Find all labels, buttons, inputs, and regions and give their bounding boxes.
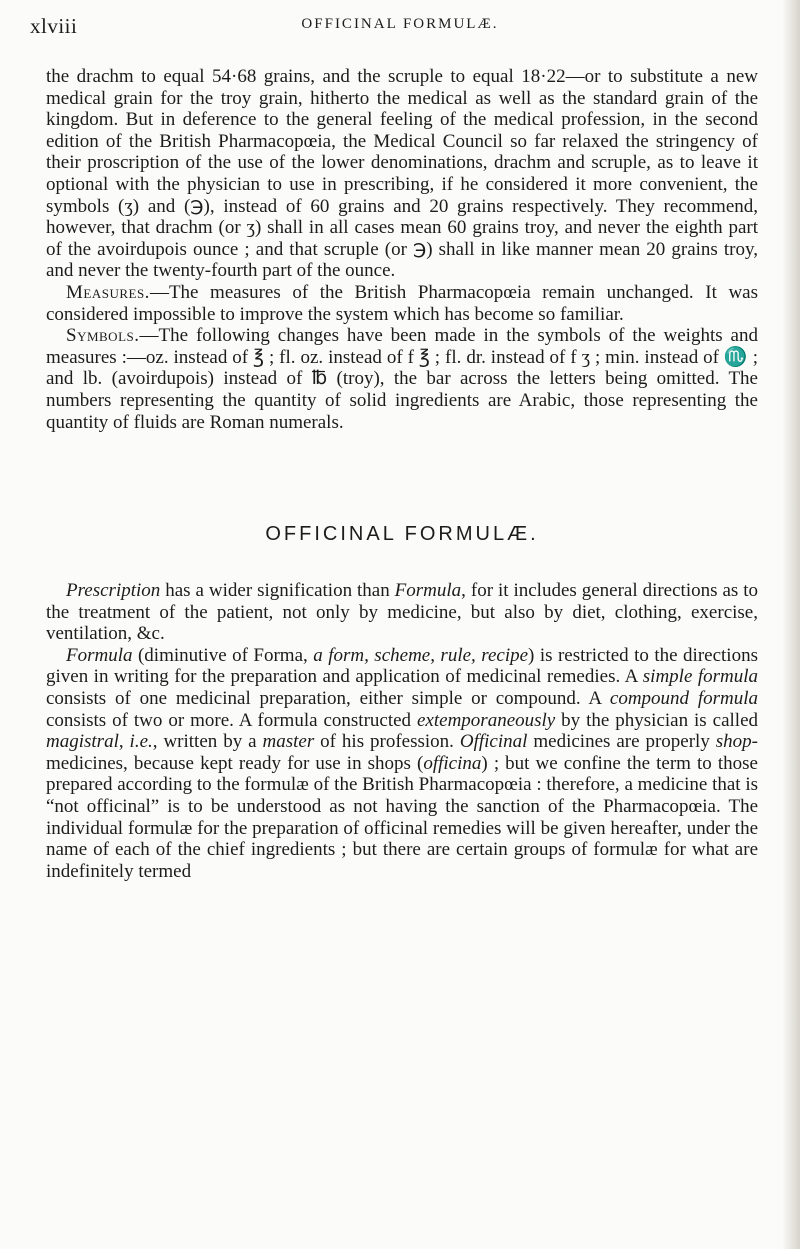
para2-text-5: by the physician is called [555, 709, 758, 731]
compound-formula-term: compound formula [609, 687, 759, 709]
weights-paragraph: the drachm to equal 54·68 grains, and the scruple to equal 18·22—or to substitute a new medical grain for the troy grain, hitherto the medical as well as the standard grain of the kingdom. But in deference to the general feeling of the medical profession, in the second edition of the British Pharmacopœia, the Medical Council so far relaxed the stringency of their proscription of the use of the lower denominations, drachm and scruple, as to leave it optional with the physician to use in prescribing, if he considered it more convenient, the symbols (ʒ) and (℈), instead of 60 grains and 20 grains respectively. They recommend, however, that drachm (or ʒ) shall in all cases mean 60 grains troy, and never the eighth part of the avoirdupois ounce ; and that scruple (or ℈) shall in like manner mean 20 grains troy, and never the twenty-fourth part of the ounce. [46, 66, 758, 282]
formulae-section [46, 580, 758, 882]
officina-term: officina [423, 752, 482, 774]
weights-measures-section [46, 66, 758, 433]
symbols-heading: Symbols. [66, 325, 140, 347]
master-term: master [262, 731, 315, 753]
prescription-paragraph [46, 580, 758, 645]
officinal-term: Officinal [459, 731, 528, 753]
shop-term: shop [715, 731, 752, 753]
para2-text-11: ) ; but we confine the term to those prepared according to the formulæ of the British Pharmacopœia : therefore, a medicine that is “not officinal” is to be understood as not having the sanction of the Pharmacopœia. The individual formulæ for the preparation of officinal remedies will be given hereafter, under the name of each of the chief ingredients ; but there are certain groups of formulæ for what are indefinitely termed [46, 752, 758, 882]
running-head: OFFICINAL FORMULÆ. [301, 16, 499, 32]
para1-text-1: has a wider signification than [160, 580, 395, 601]
measures-paragraph [46, 282, 758, 325]
page-spine-shadow [782, 0, 800, 1249]
formula-term: Formula [394, 580, 462, 601]
para2-text-9: medicines are properly [527, 731, 716, 753]
para2-text-4: consists of two or more. A formula constructed [46, 709, 417, 731]
para2-text-1: (diminutive of Forma, [132, 644, 314, 666]
para2-text-2: ) is restricted to the directions given in writing for the preparation and application of medicinal remedies. A [46, 644, 758, 688]
para2-text-3: consists of one medicinal preparation, either simple or compound. A [46, 687, 610, 709]
prescription-term: Prescription [66, 580, 161, 601]
symbols-text: —The following changes have been made in the symbols of the weights and measures :—oz. instead of ℥ ; fl. oz. instead of f ℥ ; fl. dr. instead of f ʒ ; min. instead of ♏ ; and lb. (avoirdupois) instead of ℔ (troy), the bar across the letters being omitted. The numbers representing the quantity of solid ingredients are Arabic, those representing the quantity of fluids are Roman numerals. [46, 325, 758, 433]
para2-text-6: , [118, 731, 130, 753]
extemporaneously-term: extemporaneously [417, 709, 556, 731]
formula-heading-term: Formula [66, 644, 133, 666]
formula-paragraph [46, 645, 758, 883]
para2-text-7: , written by a [152, 731, 263, 753]
para2-text-8: of his profession. [314, 731, 460, 753]
measures-heading: Measures. [66, 281, 150, 303]
ie-term: i.e. [129, 731, 153, 753]
para2-text-10: -medicines, because kept ready for use in shops ( [46, 731, 758, 774]
simple-formula-term: simple formula [642, 666, 759, 688]
para1-text-2: , for it includes general directions as to the treatment of the patient, not only by medicine, but also by diet, clothing, exercise, ventilation, &c. [46, 580, 758, 645]
symbols-paragraph [46, 325, 758, 433]
magistral-term: magistral [46, 731, 119, 753]
section-title: OFFICINAL FORMULÆ. [265, 523, 539, 545]
measures-text: —The measures of the British Pharmacopœia remain unchanged. It was considered impossible to improve the system which has become so familiar. [46, 281, 758, 325]
page-number: xlviii [30, 14, 78, 38]
forma-gloss: a form, scheme, rule, recipe [313, 644, 529, 666]
page-header [30, 14, 770, 38]
